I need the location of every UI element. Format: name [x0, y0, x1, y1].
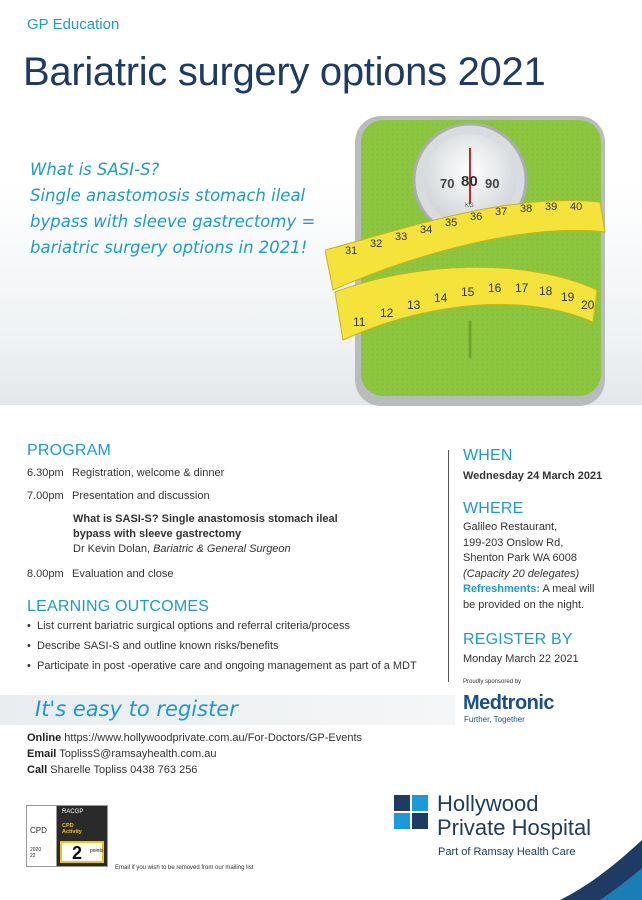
svg-text:37: 37 [495, 206, 508, 218]
svg-text:11: 11 [353, 315, 366, 329]
online-label: Online [27, 732, 62, 744]
dial-number: 80 [461, 173, 478, 190]
svg-text:20: 20 [581, 298, 595, 312]
kicker-label: GP Education [27, 16, 120, 33]
sponsor-label: Proudly sponsored by [463, 679, 522, 685]
refreshments-label: Refreshments: [463, 583, 541, 595]
hospital-subtitle: Part of Ramsay Health Care [438, 846, 576, 858]
sponsor-tagline: Further, Together [464, 715, 525, 724]
when-heading: WHEN [463, 447, 513, 464]
contact-online [27, 732, 362, 744]
outcomes-list [27, 620, 417, 680]
program-heading: PROGRAM [27, 442, 112, 459]
svg-text:18: 18 [539, 284, 553, 298]
where-details [463, 520, 594, 613]
cpd-org: RACGP [62, 809, 84, 815]
hospital-name: Hollywood Private Hospital [437, 791, 592, 840]
register-by-heading: REGISTER BY [463, 631, 573, 648]
venue-capacity: (Capacity 20 delegates) [463, 567, 580, 580]
register-by-date: Monday March 22 2021 [463, 653, 579, 665]
program-time: 7.00pm [27, 490, 64, 502]
svg-text:35: 35 [445, 217, 458, 229]
venue-name: Galileo Restaurant, [463, 521, 558, 533]
program-row [27, 568, 174, 580]
svg-text:14: 14 [434, 291, 448, 305]
program-text: Evaluation and close [72, 568, 174, 580]
refreshments: Refreshments: A meal will [463, 583, 595, 595]
program-text: Presentation and discussion [72, 490, 210, 502]
hospital-logo-icon [394, 795, 430, 831]
svg-text:32: 32 [370, 238, 383, 250]
svg-text:39: 39 [545, 201, 558, 213]
scale-illustration [325, 112, 615, 407]
program-row [27, 467, 224, 479]
program-time: 6.30pm [27, 467, 64, 479]
svg-text:31: 31 [345, 245, 358, 257]
email-label: Email [27, 748, 57, 760]
hero-line: Single anastomosis stomach ileal [30, 186, 306, 205]
svg-text:34: 34 [420, 224, 433, 236]
cpd-label: CPD [30, 826, 47, 835]
venue-street: 199-203 Onslow Rd, [463, 536, 564, 549]
sponsor-logo: Medtronic [463, 692, 555, 714]
svg-text:15: 15 [461, 285, 475, 299]
footer-wave [0, 840, 642, 900]
dial-unit: KG [465, 203, 474, 209]
list-item: • Describe SASI-S and outline known risks/benefits [27, 640, 279, 652]
dial-number: 90 [485, 176, 500, 191]
program-row [27, 490, 210, 502]
cpd-points: 2 [72, 843, 83, 863]
list-item: • Participate in post -operative care and ongoing management as part of a MDT [27, 660, 417, 672]
contact-email [27, 748, 217, 760]
talk-details [73, 512, 338, 557]
call-label: Call [27, 764, 48, 776]
page-title: Bariatric surgery options 2021 [23, 50, 546, 94]
svg-text:13: 13 [407, 298, 421, 312]
list-item: • List current bariatric surgical options and referral criteria/process [27, 620, 351, 632]
svg-text:16: 16 [488, 281, 502, 295]
outcomes-heading: LEARNING OUTCOMES [27, 598, 210, 615]
hero-tagline [30, 157, 340, 261]
talk-title: bypass with sleeve gastrectomy [73, 528, 242, 540]
speaker [73, 542, 338, 557]
speaker-name: Dr Kevin Dolan, [73, 543, 154, 555]
program-time: 8.00pm [27, 568, 64, 580]
contact-call [27, 764, 197, 776]
refreshments-text: be provided on the night. [463, 598, 585, 611]
svg-text:19: 19 [561, 290, 575, 304]
cpd-activity: CPD Activity [62, 823, 82, 835]
speaker-role: Bariatric & General Surgeon [153, 543, 291, 555]
footnote: Email if you wish to be removed from our mailing list [115, 865, 254, 871]
svg-text:33: 33 [395, 231, 408, 243]
svg-text:17: 17 [515, 281, 529, 295]
svg-text:38: 38 [520, 203, 533, 215]
dial-number: 70 [440, 176, 455, 191]
hero-line: bariatric surgery options in 2021! [30, 238, 308, 257]
cpd-points-label: points [90, 848, 104, 854]
online-link[interactable]: https://www.hollywoodprivate.com.au/For-Doctors/GP-Events [61, 732, 363, 744]
column-divider [448, 450, 449, 682]
hero-line: What is SASI-S? [30, 160, 160, 179]
svg-text:40: 40 [570, 201, 583, 213]
call-number[interactable]: Sharelle Topliss 0438 763 256 [47, 764, 198, 776]
svg-text:36: 36 [470, 211, 483, 223]
email-link[interactable]: ToplissS@ramsayhealth.com.au [56, 748, 217, 760]
register-banner-text: It's easy to register [35, 697, 238, 721]
program-text: Registration, welcome & dinner [72, 467, 225, 479]
svg-text:12: 12 [380, 306, 394, 320]
where-heading: WHERE [463, 500, 524, 517]
talk-title: What is SASI-S? Single anastomosis stomach ileal [73, 513, 338, 525]
cpd-years: 2020 22 [30, 847, 42, 859]
hero-line: bypass with sleeve gastrectomy = [30, 212, 316, 231]
scale-svg [325, 112, 615, 407]
when-date: Wednesday 24 March 2021 [463, 470, 603, 482]
venue-suburb: Shenton Park WA 6008 [463, 552, 577, 564]
